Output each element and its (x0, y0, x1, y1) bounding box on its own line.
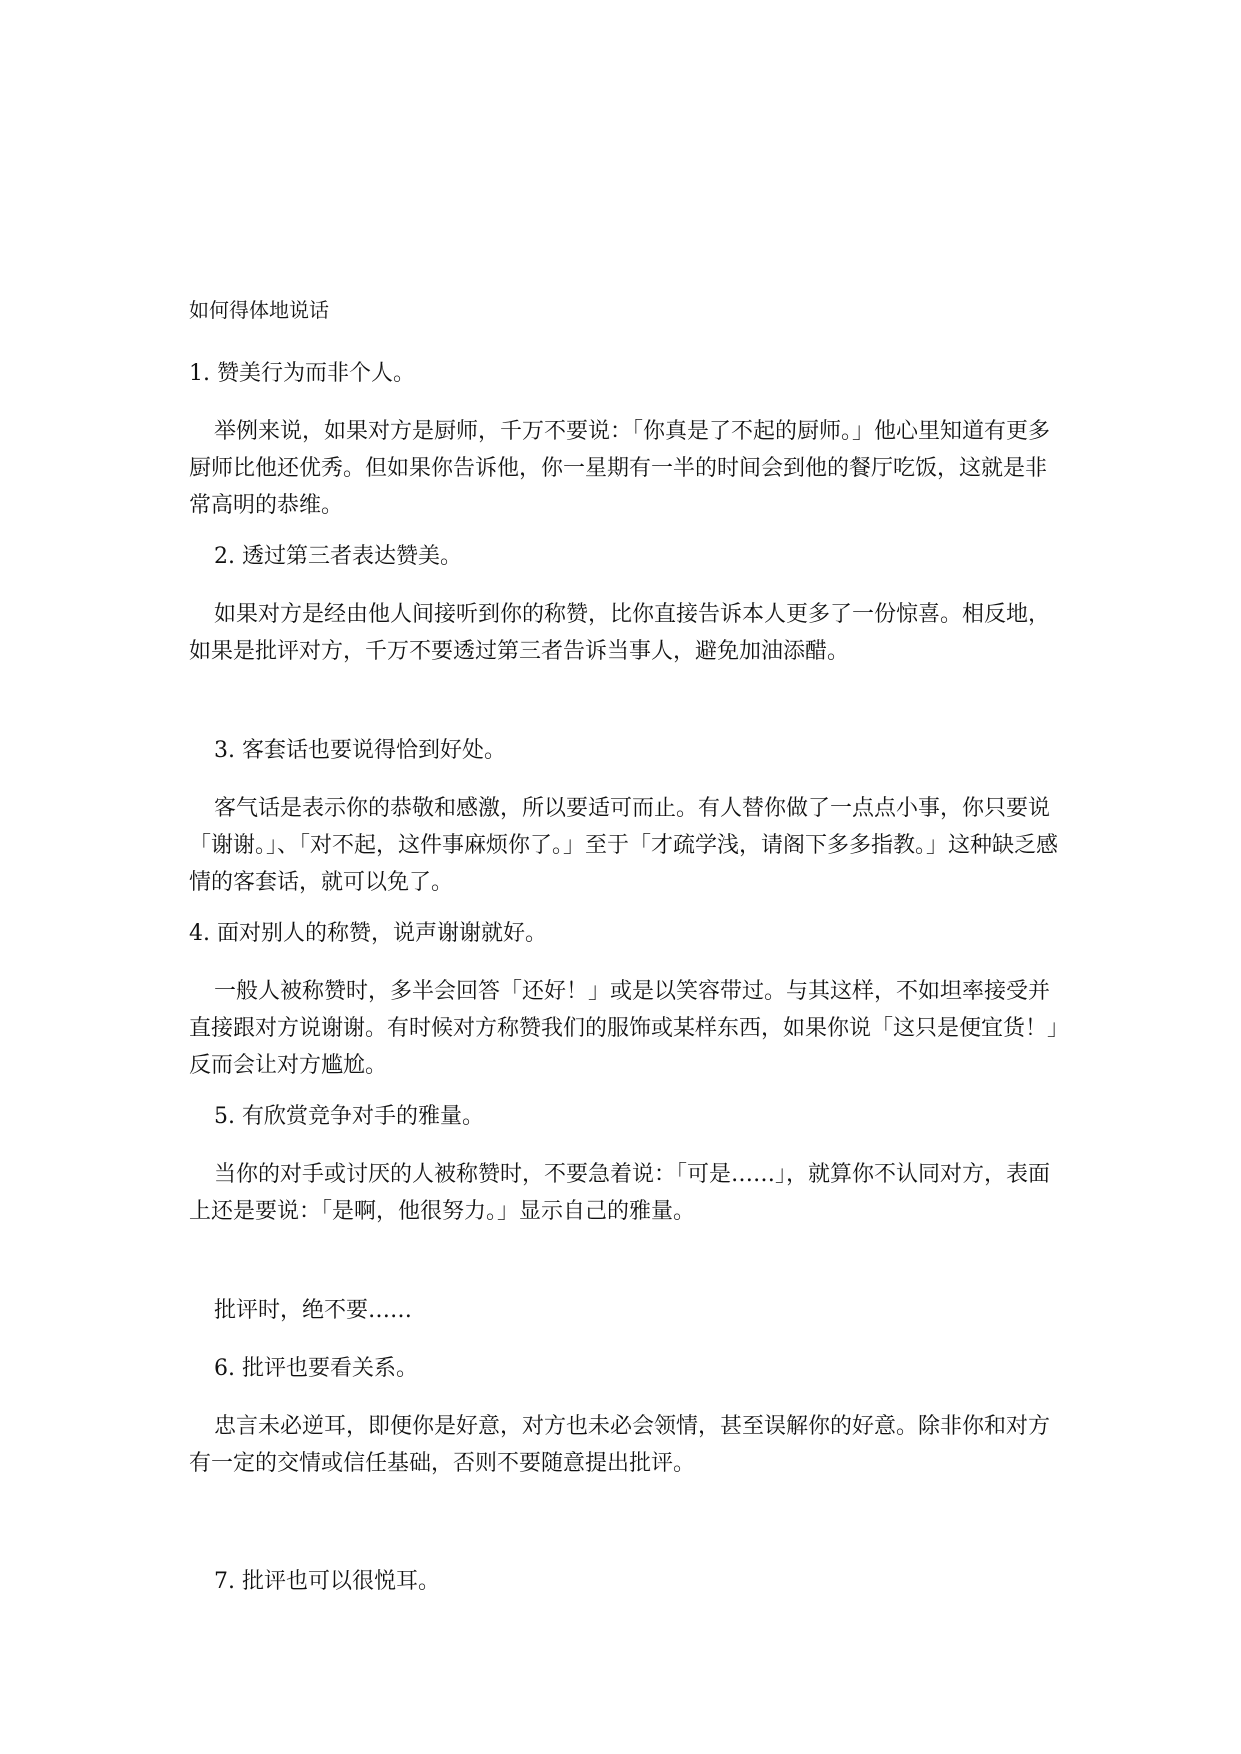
heading-6: 6. 批评也要看关系。 (214, 1356, 418, 1381)
paragraph-4: 一般人被称赞时，多半会回答「还好！」或是以笑容带过。与其这样，不如坦率接受并直接跟对方说谢谢。有时候对方称赞我们的服饰或某样东西，如果你说「这只是便宜货！」反而会让对方尴尬。 (189, 979, 1059, 1078)
paragraph-6: 忠言未必逆耳，即便你是好意，对方也未必会领情，甚至误解你的好意。除非你和对方有一定的交情或信任基础，否则不要随意提出批评。 (189, 1414, 1051, 1476)
heading-3: 3. 客套话也要说得恰到好处。 (214, 738, 506, 763)
heading-4: 4. 面对别人的称赞，说声谢谢就好。 (189, 921, 547, 946)
heading-2: 2. 透过第三者表达赞美。 (214, 544, 462, 569)
document-title: 如何得体地说话 (189, 298, 329, 322)
paragraph-3: 客气话是表示你的恭敬和感激，所以要适可而止。有人替你做了一点点小事，你只要说「谢谢。」、「对不起，这件事麻烦你了。」至于「才疏学浅，请阁下多多指教。」这种缺乏感情的客套话，就可以免了。 (189, 796, 1059, 895)
paragraph-5: 当你的对手或讨厌的人被称赞时，不要急着说：「可是……」，就算你不认同对方，表面上还是要说：「是啊，他很努力。」显示自己的雅量。 (189, 1162, 1051, 1224)
paragraph-2: 如果对方是经由他人间接听到你的称赞，比你直接告诉本人更多了一份惊喜。相反地，如果是批评对方，千万不要透过第三者告诉当事人，避免加油添醋。 (189, 602, 1051, 664)
criticism-subheading: 批评时，绝不要…… (214, 1298, 413, 1323)
heading-1: 1. 赞美行为而非个人。 (189, 361, 415, 386)
paragraph-1: 举例来说，如果对方是厨师，千万不要说：「你真是了不起的厨师。」他心里知道有更多厨师比他还优秀。但如果你告诉他，你一星期有一半的时间会到他的餐厅吃饭，这就是非常高明的恭维。 (189, 419, 1051, 518)
heading-5: 5. 有欣赏竞争对手的雅量。 (214, 1104, 484, 1129)
heading-7: 7. 批评也可以很悦耳。 (214, 1569, 440, 1594)
